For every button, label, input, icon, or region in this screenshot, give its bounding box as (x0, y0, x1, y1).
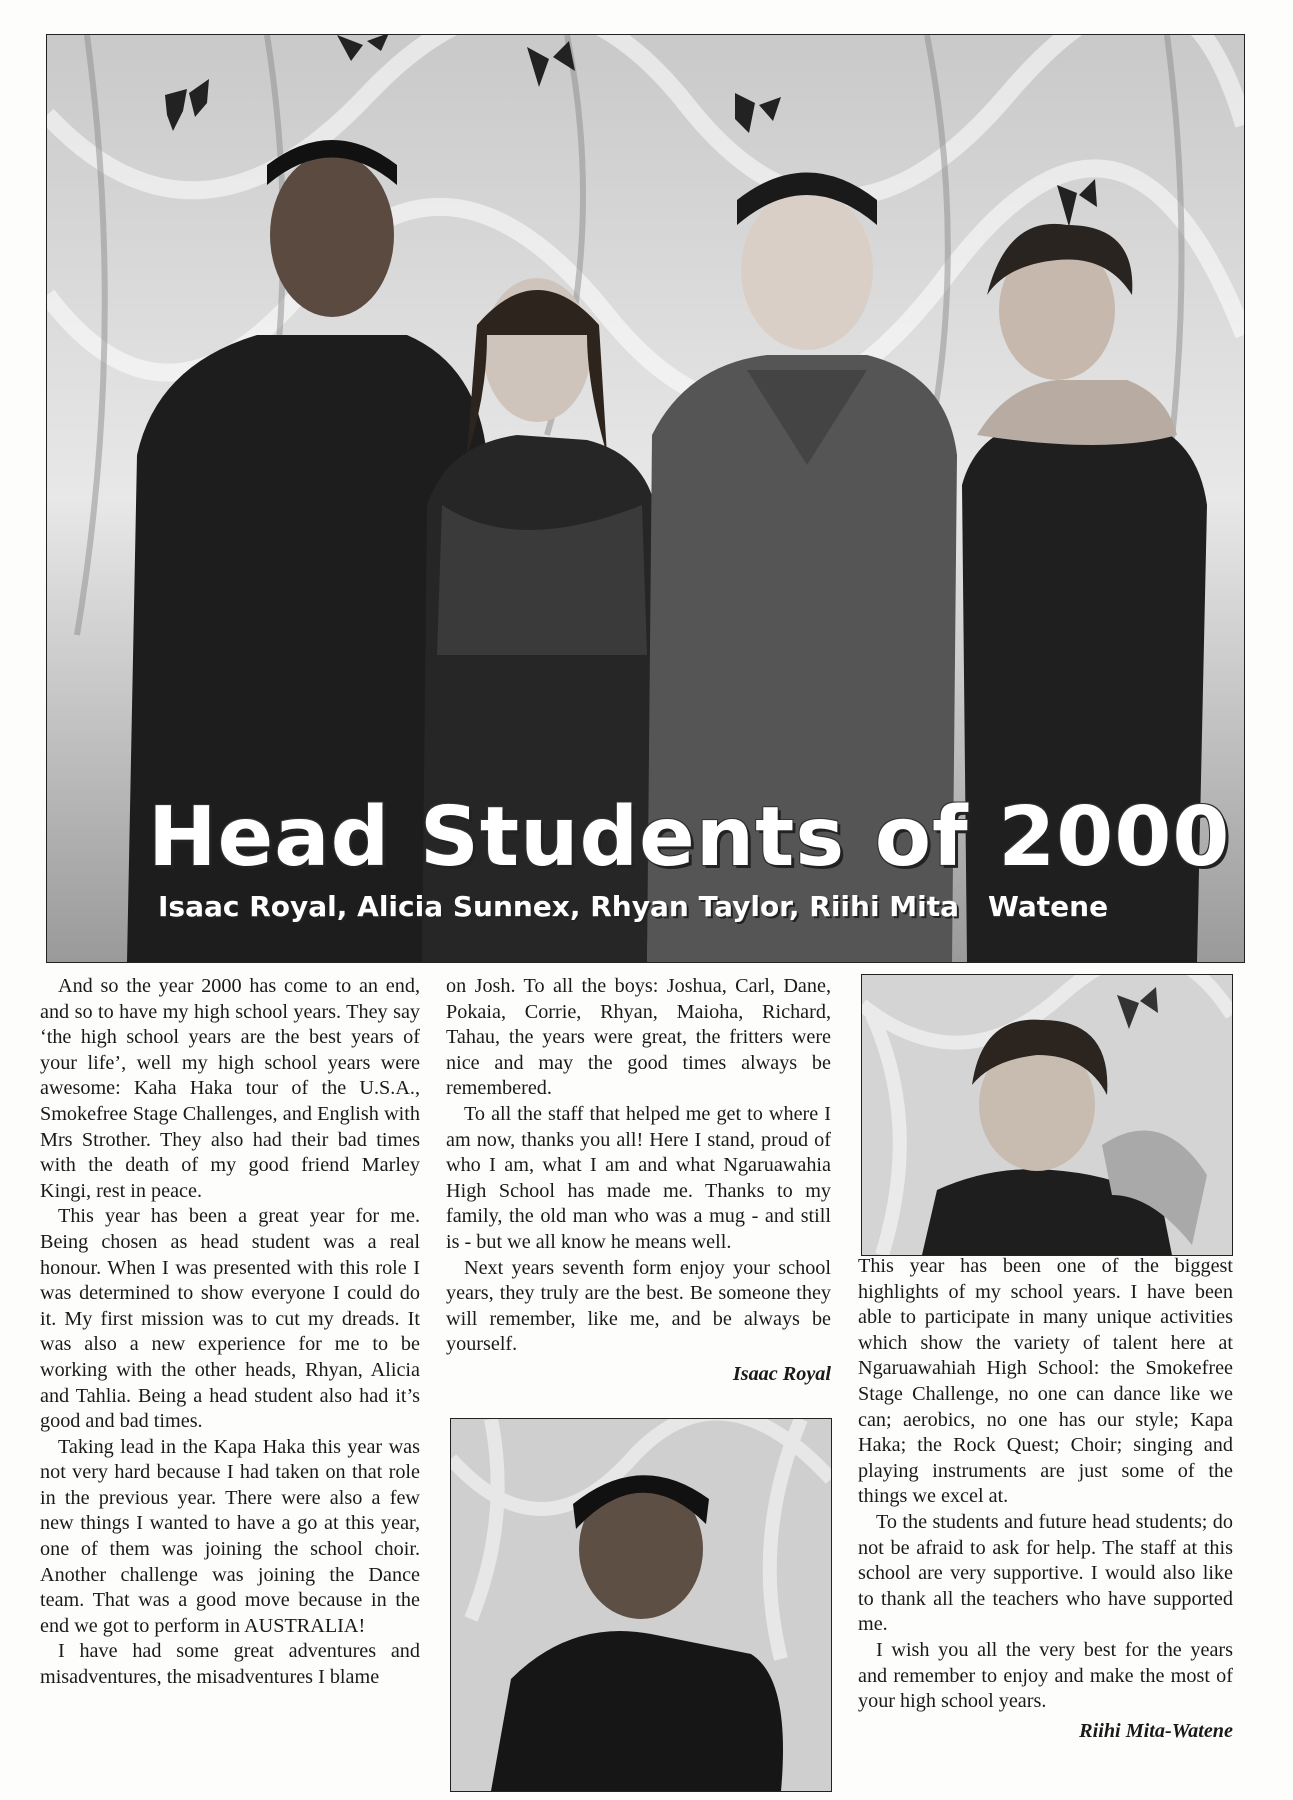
article-paragraph: To the students and future head students; do not be afraid to ask for help. The staff at this school are very supportive. I would also like to thank all the teachers who have supported me. (858, 1510, 1233, 1636)
article-paragraph: I wish you all the very best for the years and remember to enjoy and make the most of your high school years. (858, 1638, 1233, 1713)
article-riihi-column (858, 1254, 1233, 1744)
article-isaac-column-2 (446, 974, 831, 1388)
isaac-portrait-photo (450, 1418, 832, 1792)
names-last: Watene (988, 890, 1109, 923)
names-list: Isaac Royal, Alicia Sunnex, Rhyan Taylor, Riihi Mita (158, 890, 960, 923)
riihi-portrait-photo (861, 974, 1233, 1256)
head-student-names (158, 890, 1118, 923)
article-paragraph: I have had some great adventures and misadventures, the misadventures I blame (40, 1640, 420, 1689)
riihi-portrait-image (862, 975, 1232, 1255)
article-paragraph: on Josh. To all the boys: Joshua, Carl, Dane, Pokaia, Corrie, Rhyan, Maioha, Richard, Tahau, the years were great, the fritters were nice and may the good times always be remembered. (446, 975, 831, 1100)
article-paragraph: Taking lead in the Kapa Haka this year was not very hard because I had taken on that role in the previous year. There were also a few new things I wanted to have a go at this year, one of them was joining the school choir. Another challenge was joining the Dance team. That was a good move because in the end we got to perform in AUSTRALIA! (40, 1435, 420, 1637)
article-isaac-column-1 (40, 974, 420, 1691)
page-title: Head Students of 2000 (148, 790, 1231, 885)
isaac-portrait-image (451, 1419, 831, 1791)
article-paragraph: And so the year 2000 has come to an end, and so to have my high school years. They say ‘the high school years are the best years of your life’, well my high school years were awesome: Kaha Haka tour of the U.S.A., Smokefree Stage Challenges, and English with Mrs Strother. They also had their bad times with the death of my good friend Marley Kingi, rest in peace. (40, 975, 420, 1202)
article-paragraph: To all the staff that helped me get to where I am now, thanks you all! Here I stand, proud of who I am, what I am and what Ngaruawahia High School has made me. Thanks to my family, the old man who was a mug - and still is - but we all know he means well. (446, 1102, 831, 1253)
signature-riihi: Riihi Mita-Watene (1079, 1719, 1233, 1742)
signature-isaac: Isaac Royal (732, 1362, 831, 1385)
article-paragraph: This year has been a great year for me. Being chosen as head student was a real honour. When I was presented with this role I was determined to show everyone I could do it. My first mission was to cut my dreads. It was also a new experience for me to be working with the other heads, Rhyan, Alicia and Tahlia. Being a head student also had it’s good and bad times. (40, 1205, 420, 1433)
article-paragraph: Next years seventh form enjoy your school years, they truly are the best. Be someone they will remember, like me, and be always be yourself. (446, 1256, 831, 1356)
article-paragraph: This year has been one of the biggest highlights of my school years. I have been able to participate in many unique activities which show the variety of talent here at Ngaruawahiah High School: the Smokefree Stage Challenge, no one can dance like we can; aerobics, no one has our style; Kapa Haka; the Rock Quest; Choir; singing and playing instruments are just some of the things we excel at. (858, 1255, 1233, 1508)
